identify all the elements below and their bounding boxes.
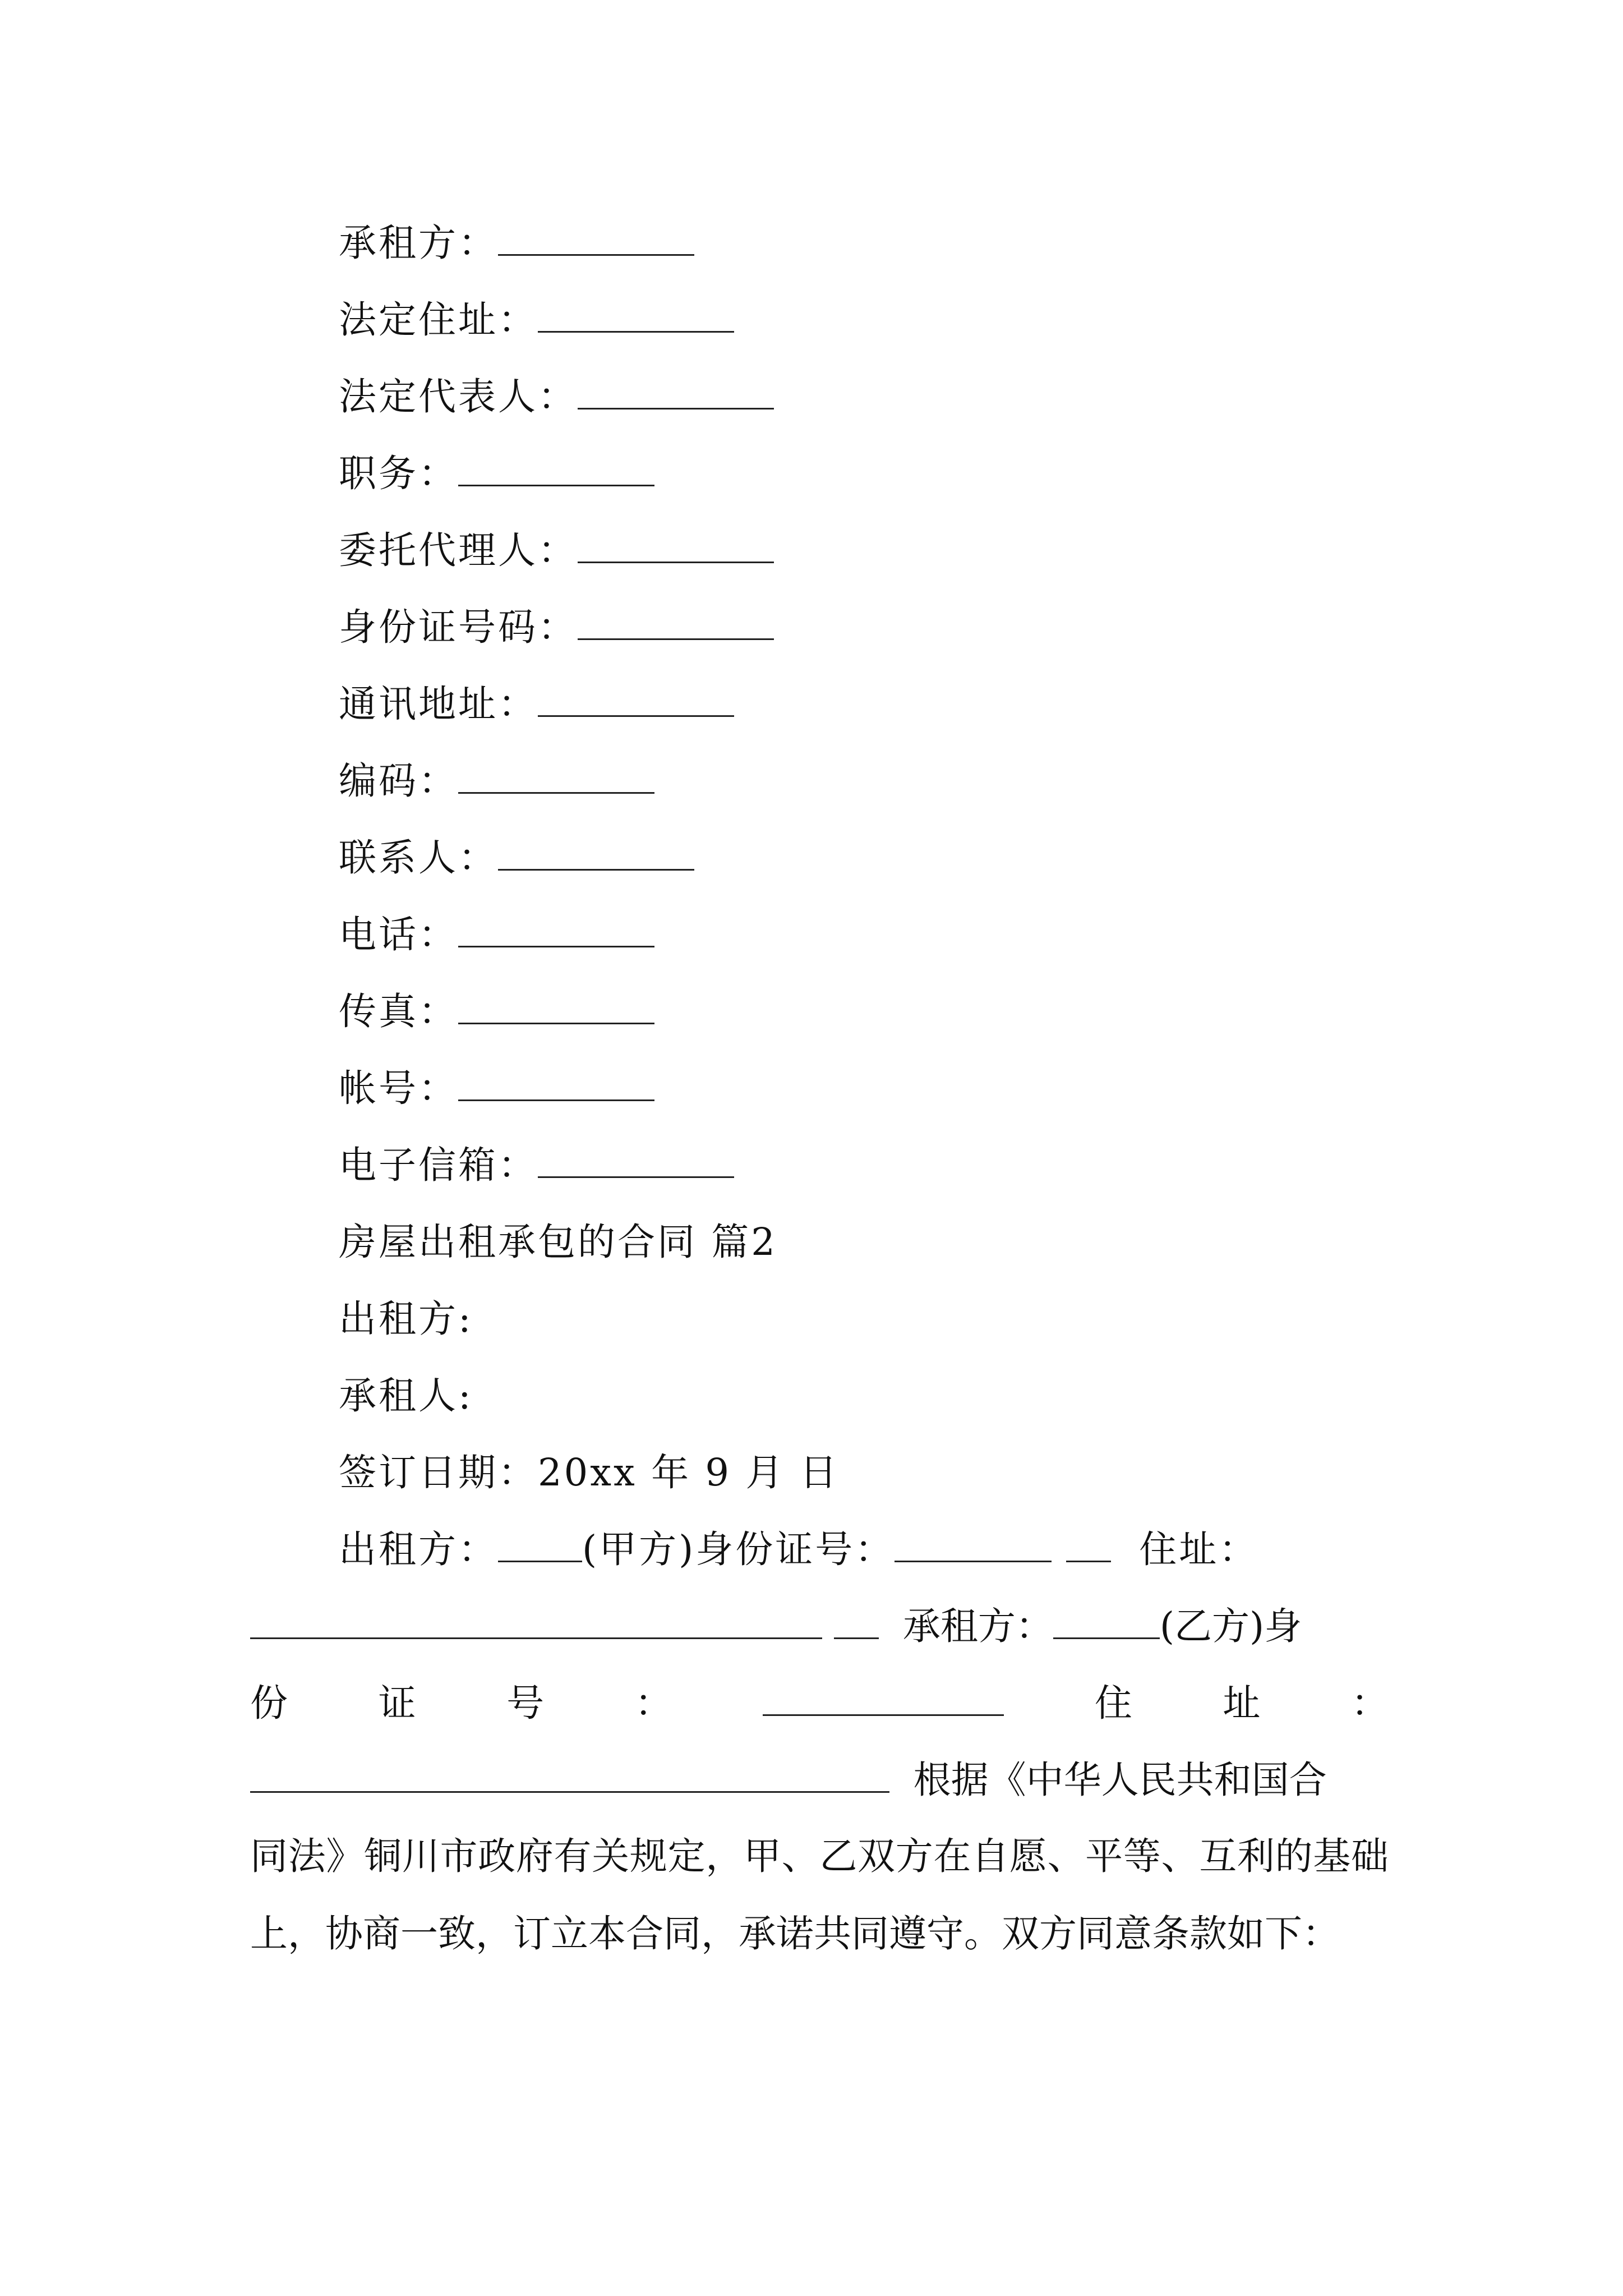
field-legal-rep (339, 375, 774, 418)
char: 址 (1223, 1681, 1261, 1725)
parties-line-4 (250, 1758, 1389, 1802)
fill-blank (458, 786, 654, 794)
char: ： (634, 1681, 672, 1725)
char: 住 (1094, 1681, 1132, 1725)
lessor-text: 出租方： (339, 1527, 498, 1571)
field-contact (339, 836, 694, 880)
fill-blank (578, 633, 774, 640)
field-lessee (339, 221, 694, 265)
party-b-text: (乙方)身 (1159, 1604, 1302, 1648)
field-label: 委托代理人： (339, 528, 578, 572)
address-text: 住址： (1139, 1527, 1259, 1571)
fill-blank (458, 940, 654, 947)
char: 号 (506, 1681, 545, 1725)
fill-blank (538, 710, 734, 717)
parties-line-2 (250, 1604, 1389, 1648)
field-label: 承租方： (339, 221, 498, 265)
field-email (339, 1143, 734, 1187)
fill-blank (458, 1017, 654, 1024)
char: ： (1350, 1681, 1389, 1725)
field-legal-address (339, 298, 734, 342)
field-label: 联系人： (339, 836, 498, 880)
fill-blank (895, 1555, 1052, 1562)
char: 证 (378, 1681, 416, 1725)
field-account (339, 1066, 654, 1110)
fill-blank (498, 863, 694, 871)
lessee-label: 承租人: (339, 1374, 473, 1418)
field-label: 帐号： (339, 1066, 458, 1110)
field-label: 编码： (339, 759, 458, 803)
field-phone (339, 913, 654, 956)
law-reference-text: 根据《中华人民共和国合 (913, 1758, 1327, 1802)
field-label: 身份证号码： (339, 605, 578, 649)
field-agent (339, 528, 774, 572)
lessee-text: 承租方： (902, 1604, 1053, 1648)
parties-line-1 (339, 1527, 1387, 1571)
fill-blank (1066, 1555, 1111, 1562)
fill-blank (498, 1555, 582, 1562)
sign-date: 签订日期：20xx 年 9 月 日 (339, 1451, 840, 1494)
field-label: 法定代表人： (339, 375, 578, 418)
body-paragraph: 同法》铜川市政府有关规定，甲、乙双方在自愿、平等、互利的基础上，协商一致，订立本合同，承诺共同遵守。双方同意条款如下： (250, 1834, 1389, 1955)
field-id-number (339, 605, 774, 649)
field-mail-address (339, 682, 734, 726)
char: 份 (250, 1681, 288, 1725)
fill-blank (250, 1786, 889, 1793)
field-label: 职务： (339, 452, 458, 495)
fill-blank (250, 1632, 822, 1639)
fill-blank (498, 249, 694, 256)
field-fax (339, 990, 654, 1033)
fill-blank (458, 479, 654, 486)
fill-blank (1053, 1632, 1160, 1639)
field-label: 法定住址： (339, 298, 538, 342)
field-label: 通讯地址： (339, 682, 538, 726)
lessor-label: 出租方: (339, 1297, 473, 1341)
field-label: 传真： (339, 990, 458, 1033)
fill-blank (538, 325, 734, 333)
section-title: 房屋出租承包的合同 篇2 (339, 1220, 777, 1264)
field-label: 电话： (339, 913, 458, 956)
fill-blank (763, 1709, 1004, 1716)
fill-blank (458, 1094, 654, 1101)
fill-blank (834, 1632, 879, 1639)
fill-blank (578, 402, 774, 409)
fill-blank (578, 556, 774, 563)
fill-blank (538, 1171, 734, 1178)
field-position (339, 452, 654, 495)
field-label: 电子信箱： (339, 1143, 538, 1187)
id-text: (甲方)身份证号： (582, 1527, 895, 1571)
field-code (339, 759, 654, 803)
parties-line-3 (250, 1681, 1389, 1725)
